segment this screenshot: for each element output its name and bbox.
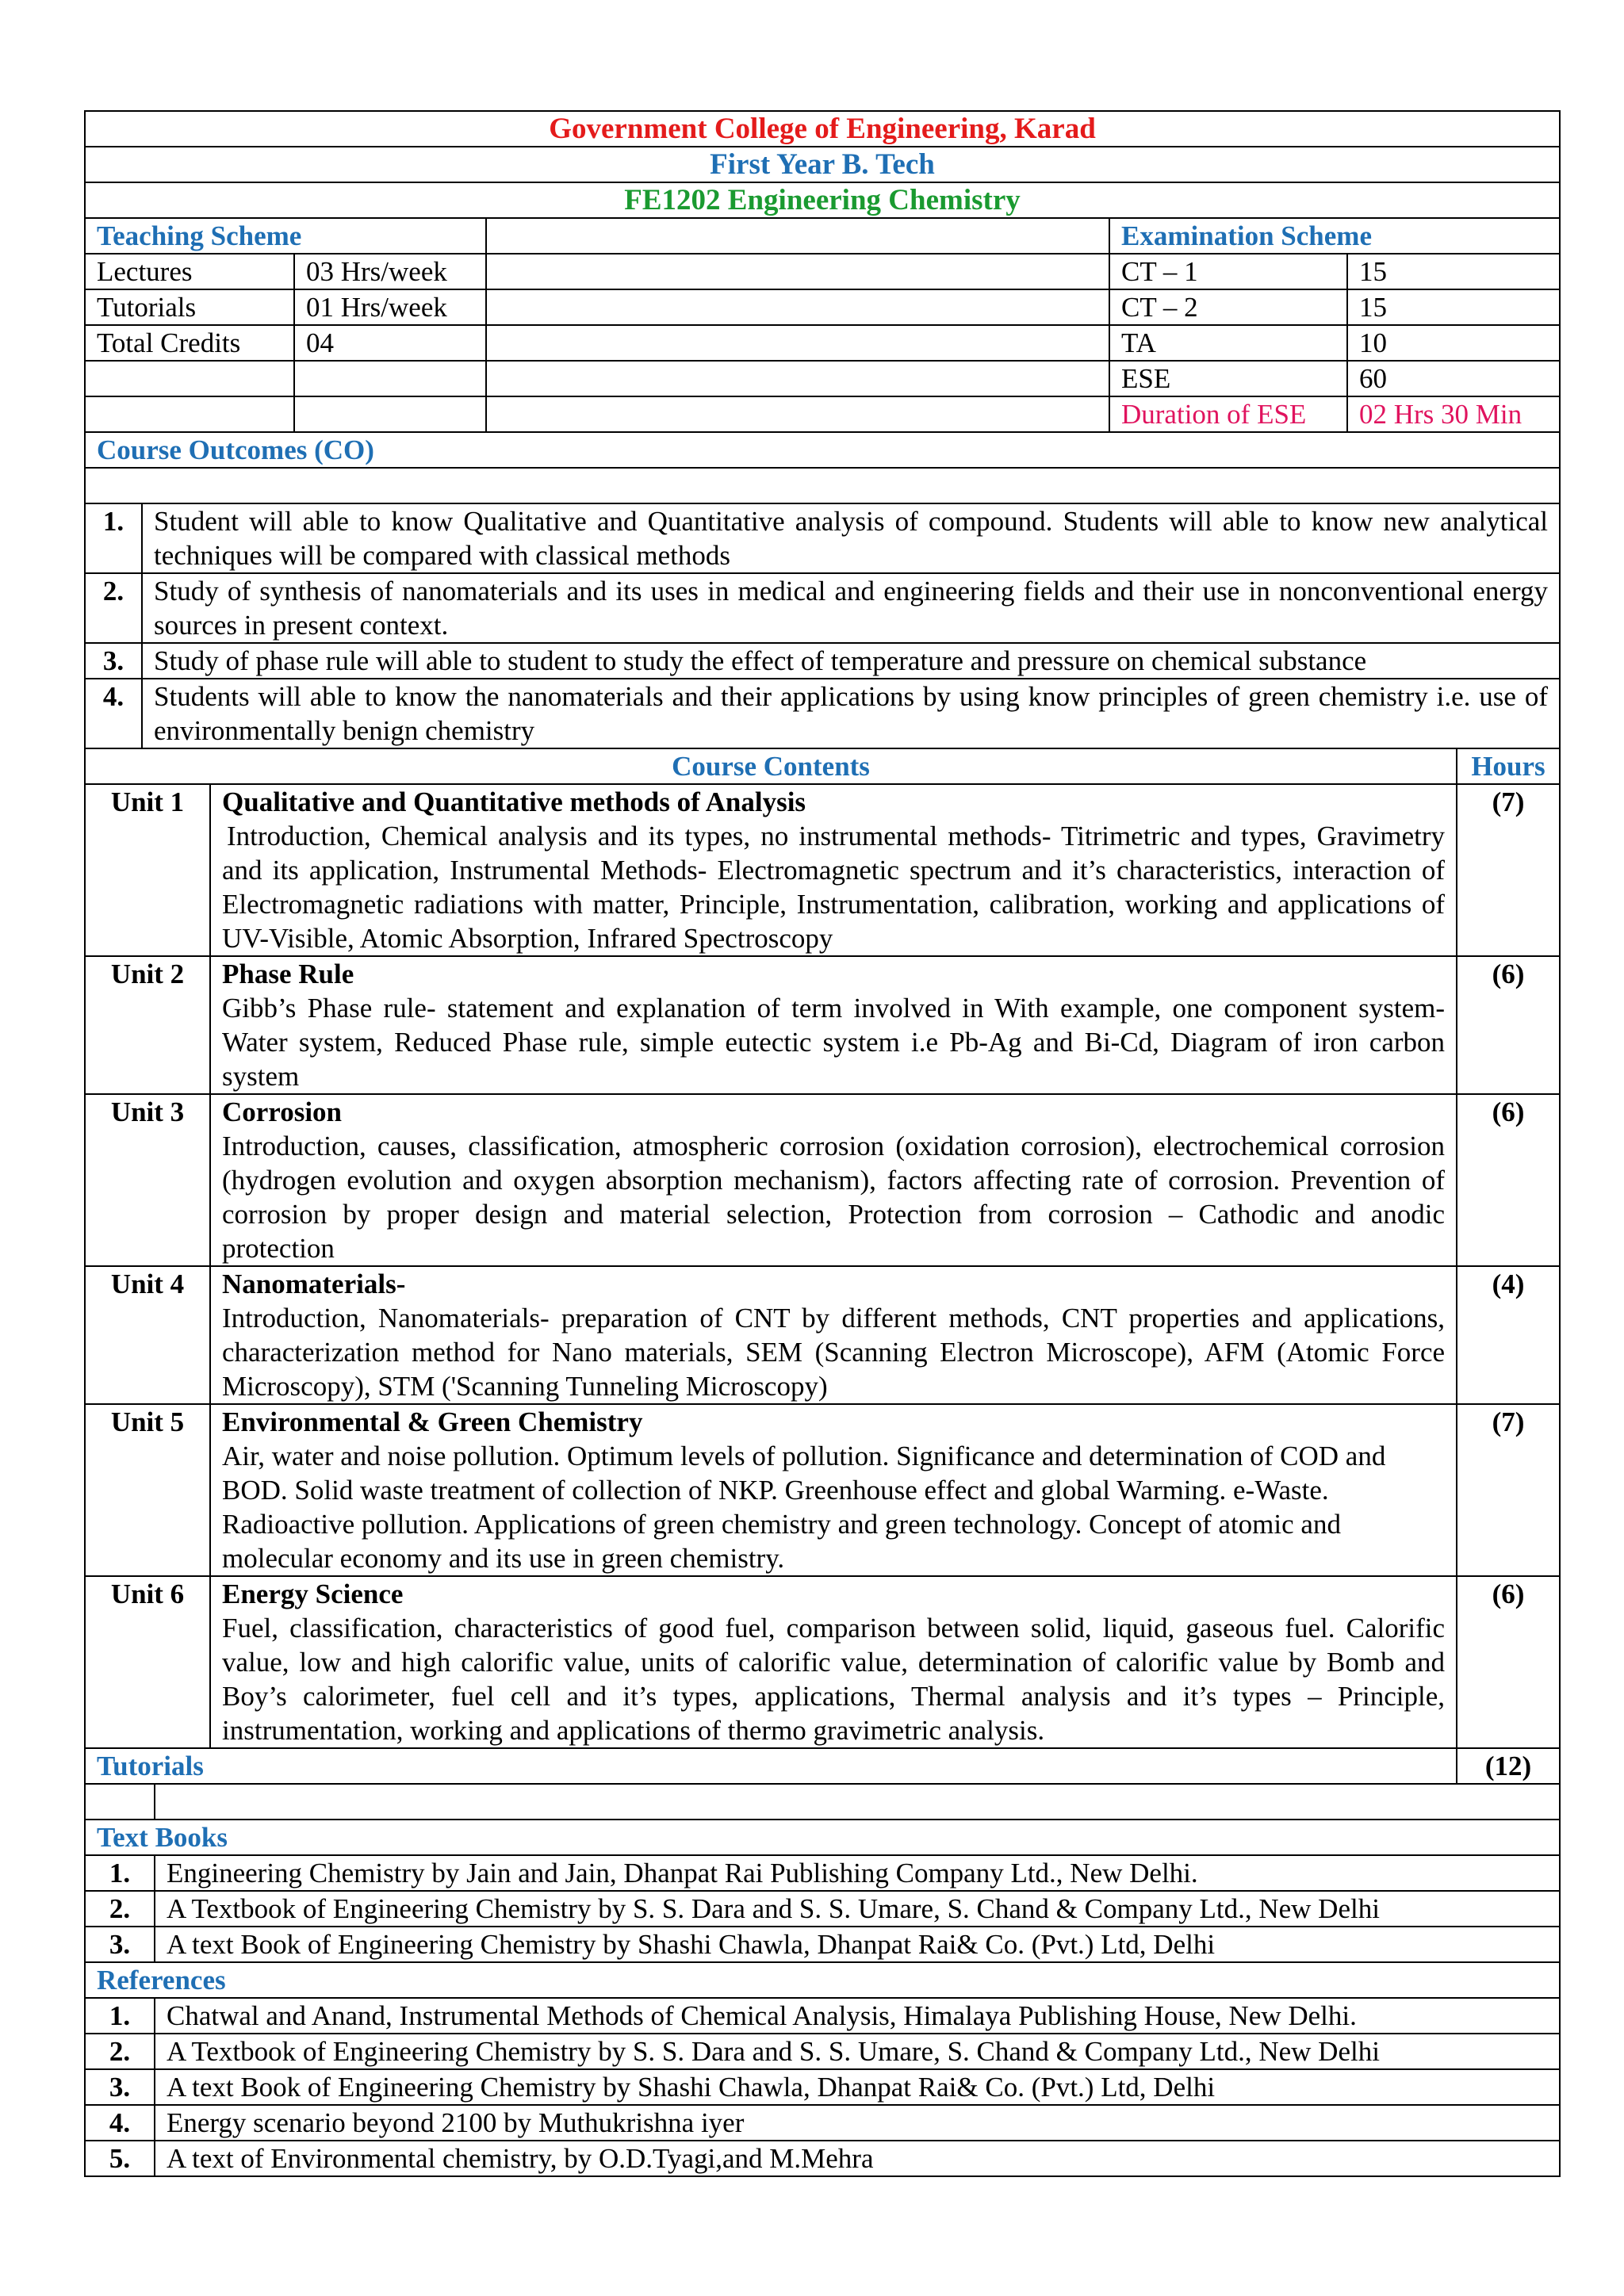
list-item: [85, 2069, 1560, 2105]
scheme-row: [85, 254, 1560, 289]
college-name: Government College of Engineering, Karad: [85, 111, 1560, 147]
co-text: Student will able to know Qualitative and Quantitative analysis of compound. Students will able to know new analytical techniques will be compared with classical methods: [142, 503, 1560, 573]
list-item: [85, 1891, 1560, 1927]
unit-label: Unit 5: [85, 1404, 210, 1576]
exam-value: 15: [1347, 254, 1560, 289]
reference-text: A Textbook of Engineering Chemistry by S. S. Dara and S. S. Umare, S. Chand & Company Ltd., New Delhi: [155, 2034, 1560, 2069]
book-number: 3.: [85, 1927, 155, 1962]
list-item: [85, 679, 1560, 748]
reference-number: 2.: [85, 2034, 155, 2069]
scheme-row: [85, 325, 1560, 361]
exam-value: 60: [1347, 361, 1560, 396]
teaching-label: Tutorials: [85, 289, 294, 325]
unit-hours: (7): [1457, 1404, 1560, 1576]
scheme-row: [85, 361, 1560, 396]
co-text: Study of phase rule will able to student to study the effect of temperature and pressure on chemical substance: [142, 643, 1560, 679]
course-contents-table: [84, 748, 1561, 1785]
unit-hours: (7): [1457, 784, 1560, 956]
text-books-heading: Text Books: [85, 1820, 1560, 1855]
co-number: 2.: [85, 573, 142, 643]
unit-row: [85, 784, 1560, 956]
unit-label: Unit 1: [85, 784, 210, 956]
unit-label: Unit 4: [85, 1266, 210, 1404]
unit-title: Corrosion: [222, 1096, 343, 1127]
list-item: [85, 1998, 1560, 2034]
course-outcomes-heading: Course Outcomes (CO): [85, 432, 1560, 468]
exam-label: CT – 1: [1109, 254, 1347, 289]
co-number: 4.: [85, 679, 142, 748]
scheme-row: [85, 396, 1560, 432]
teaching-label: Total Credits: [85, 325, 294, 361]
unit-hours: (4): [1457, 1266, 1560, 1404]
scheme-row: [85, 289, 1560, 325]
references-heading: References: [85, 1962, 1560, 1998]
list-item: [85, 1855, 1560, 1891]
book-number: 1.: [85, 1855, 155, 1891]
syllabus-document: [84, 110, 1559, 2177]
exam-label: ESE: [1109, 361, 1347, 396]
unit-label: Unit 3: [85, 1094, 210, 1266]
reference-number: 4.: [85, 2105, 155, 2141]
unit-row: [85, 1094, 1560, 1266]
teaching-value: 03 Hrs/week: [294, 254, 486, 289]
co-number: 1.: [85, 503, 142, 573]
unit-row: [85, 1404, 1560, 1576]
unit-hours: (6): [1457, 1576, 1560, 1748]
list-item: [85, 503, 1560, 573]
teaching-value: 04: [294, 325, 486, 361]
reference-number: 3.: [85, 2069, 155, 2105]
unit-row: [85, 956, 1560, 1094]
books-table: [84, 1783, 1561, 2177]
exam-duration-value: 02 Hrs 30 Min: [1347, 396, 1560, 432]
unit-body: Introduction, Chemical analysis and its types, no instrumental methods- Titrimetric and types, Gravimetry and its application, Instrumental Methods- Electromagnetic spectrum and it’s characteristics, interaction of Electromagnetic radiations with matter, Principle, Instrumentation, calibration, working and applications of UV-Visible, Atomic Absorption, Infrared Spectroscopy: [222, 821, 1446, 954]
unit-body: Gibb’s Phase rule- statement and explanation of term involved in With example, one component system-Water system, Reduced Phase rule, simple eutectic system i.e Pb-Ag and Bi-Cd, Diagram of iron carbon system: [222, 993, 1446, 1092]
tutorials-label: Tutorials: [85, 1748, 1457, 1784]
reference-number: 5.: [85, 2141, 155, 2176]
teaching-value: 01 Hrs/week: [294, 289, 486, 325]
unit-title: Nanomaterials-: [222, 1269, 406, 1299]
list-item: [85, 643, 1560, 679]
unit-body: Introduction, Nanomaterials- preparation of CNT by different methods, CNT properties and applications, characterization method for Nano materials, SEM (Scanning Electron Microscope), AFM (Atomic Force Microscopy), STM ('Scanning Tunneling Microscopy): [222, 1303, 1446, 1402]
list-item: [85, 2141, 1560, 2176]
co-text: Study of synthesis of nanomaterials and its uses in medical and engineering fields and their use in nonconventional energy sources in present context.: [142, 573, 1560, 643]
unit-body: Air, water and noise pollution. Optimum levels of pollution. Significance and determination of COD and BOD. Solid waste treatment of collection of NKP. Greenhouse effect and global Warming. e-Waste. Radioactive pollution. Applications of green chemistry and green technology. Concept of atomic and molecular economy and its use in green chemistry.: [222, 1441, 1386, 1574]
examination-scheme-heading: Examination Scheme: [1109, 218, 1560, 254]
unit-row: [85, 1576, 1560, 1748]
list-item: [85, 2105, 1560, 2141]
header-table: [84, 110, 1561, 504]
teaching-label: Lectures: [85, 254, 294, 289]
exam-value: 15: [1347, 289, 1560, 325]
course-outcomes-table: [84, 503, 1561, 749]
unit-row: [85, 1266, 1560, 1404]
book-number: 2.: [85, 1891, 155, 1927]
reference-text: A text of Environmental chemistry, by O.D.Tyagi,and M.Mehra: [155, 2141, 1560, 2176]
teaching-scheme-heading: Teaching Scheme: [85, 218, 486, 254]
exam-label: CT – 2: [1109, 289, 1347, 325]
reference-number: 1.: [85, 1998, 155, 2034]
unit-hours: (6): [1457, 1094, 1560, 1266]
unit-hours: (6): [1457, 956, 1560, 1094]
unit-label: Unit 6: [85, 1576, 210, 1748]
course-contents-heading: Course Contents: [85, 748, 1457, 784]
reference-text: Energy scenario beyond 2100 by Muthukrishna iyer: [155, 2105, 1560, 2141]
unit-title: Phase Rule: [222, 959, 354, 989]
hours-heading: Hours: [1457, 748, 1560, 784]
co-text: Students will able to know the nanomaterials and their applications by using know principles of green chemistry i.e. use of environmentally benign chemistry: [142, 679, 1560, 748]
unit-label: Unit 2: [85, 956, 210, 1094]
unit-body: Introduction, causes, classification, atmospheric corrosion (oxidation corrosion), electrochemical corrosion (hydrogen evolution and oxygen absorption mechanism), factors affecting rate of corrosion. Prevention of corrosion by proper design and material selection, Protection from corrosion – Cathodic and anodic protection: [222, 1131, 1446, 1264]
book-text: A Textbook of Engineering Chemistry by S. S. Dara and S. S. Umare, S. Chand & Company Ltd., New Delhi: [155, 1891, 1560, 1927]
course-title: FE1202 Engineering Chemistry: [85, 182, 1560, 218]
list-item: [85, 2034, 1560, 2069]
year-title: First Year B. Tech: [85, 147, 1560, 182]
book-text: Engineering Chemistry by Jain and Jain, Dhanpat Rai Publishing Company Ltd., New Delhi.: [155, 1855, 1560, 1891]
unit-title: Qualitative and Quantitative methods of Analysis: [222, 786, 806, 817]
book-text: A text Book of Engineering Chemistry by Shashi Chawla, Dhanpat Rai& Co. (Pvt.) Ltd, Delhi: [155, 1927, 1560, 1962]
reference-text: Chatwal and Anand, Instrumental Methods of Chemical Analysis, Himalaya Publishing House, New Delhi.: [155, 1998, 1560, 2034]
unit-title: Energy Science: [222, 1578, 404, 1609]
list-item: [85, 1927, 1560, 1962]
exam-value: 10: [1347, 325, 1560, 361]
exam-label: TA: [1109, 325, 1347, 361]
tutorials-hours: (12): [1457, 1748, 1560, 1784]
list-item: [85, 573, 1560, 643]
co-number: 3.: [85, 643, 142, 679]
unit-body: Fuel, classification, characteristics of good fuel, comparison between solid, liquid, gaseous fuel. Calorific value, low and high calorific value, units of calorific value, determination of calorific value by Bomb and Boy’s calorimeter, fuel cell and it’s types, applications, Thermal analysis and it’s types – Principle, instrumentation, working and applications of thermo gravimetric analysis.: [222, 1613, 1446, 1746]
unit-title: Environmental & Green Chemistry: [222, 1406, 643, 1437]
reference-text: A text Book of Engineering Chemistry by Shashi Chawla, Dhanpat Rai& Co. (Pvt.) Ltd, Delhi: [155, 2069, 1560, 2105]
exam-duration-label: Duration of ESE: [1109, 396, 1347, 432]
